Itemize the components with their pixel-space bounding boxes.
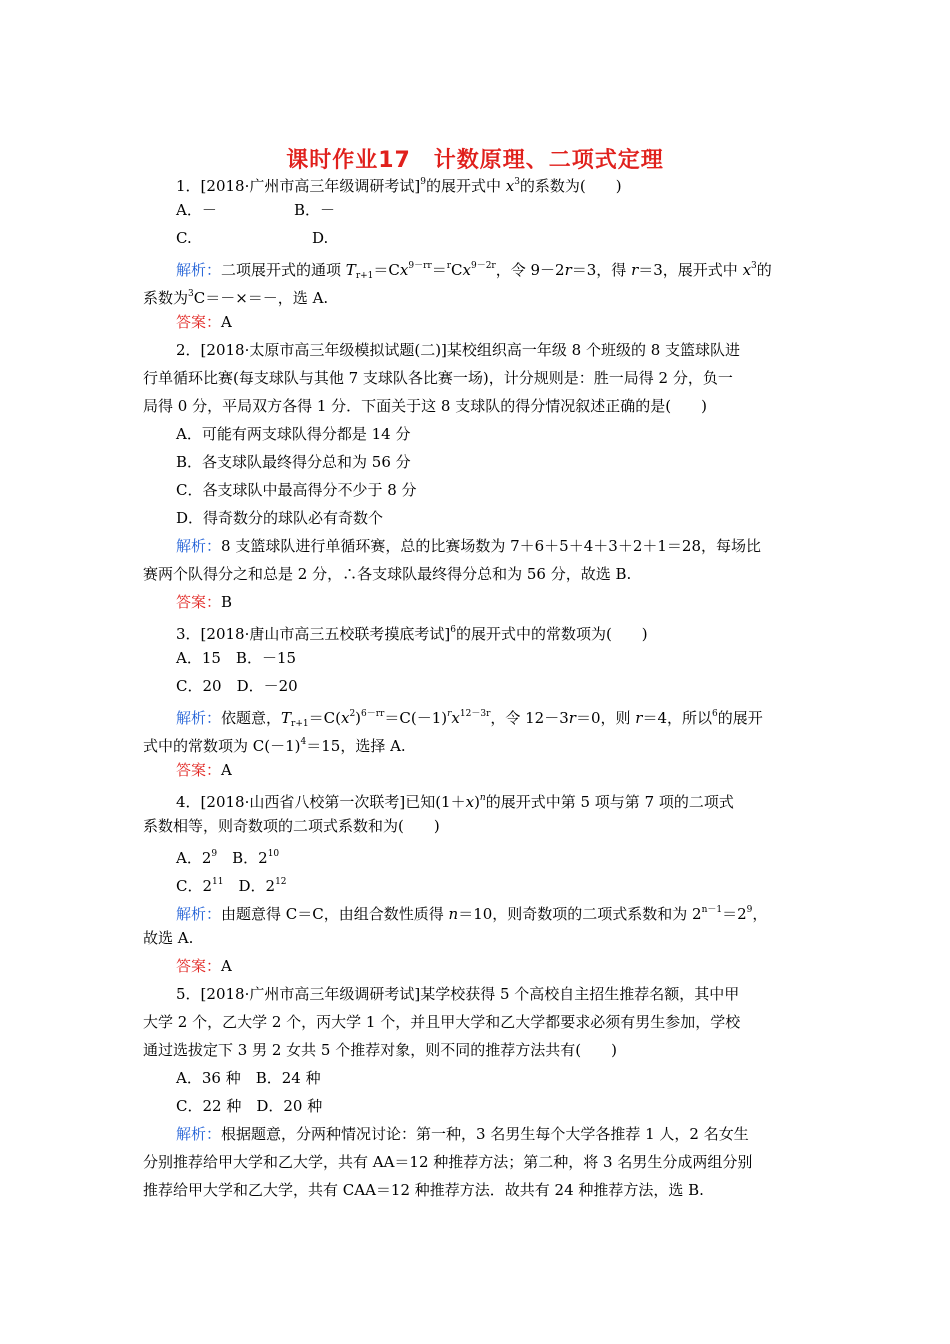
q5-options-ab: A．36 种 B．24 种	[176, 1069, 321, 1087]
q1-answer: 答案：A	[176, 313, 232, 331]
q3-options-cd: C．20 D．－20	[176, 677, 298, 695]
q1-option-d: D.	[312, 229, 329, 247]
page-title: 课时作业17 计数原理、二项式定理	[286, 148, 664, 173]
q1-solution-line1: 解析：二项展开式的通项 $T_{r+1}=Cx^{9-rr}=^rCx^{9-2r}$，令 9－2r＝3，得 r＝3，展开式中 $x^3$的	[176, 261, 772, 281]
q3-solution-line2: 式中的常数项为 $C(-1)^4=15$，选择 A.	[143, 737, 406, 755]
q3-answer-label: 答案：	[176, 761, 222, 779]
q4-answer-label: 答案：	[176, 957, 222, 975]
q5-stem-line2: 大学 2 个，乙大学 2 个，丙大学 1 个，并且甲大学和乙大学都要求必须有男生参加，学校	[143, 1013, 741, 1031]
q1-stem: 1．[2018·广州市高三年级调研考试]$^9$的展开式中 $x^3$的系数为( )	[176, 177, 622, 195]
q2-option-c: C．各支球队中最高得分不少于 8 分	[176, 481, 417, 499]
q4-options-cd: C．$2^{11}$ D．$2^{12}$	[176, 877, 287, 895]
q2-stem-line2: 行单循环比赛(每支球队与其他 7 支球队各比赛一场)，计分规则是：胜一局得 2 分，负一	[143, 369, 733, 387]
q1-option-a: A．－	[176, 201, 217, 219]
q2-answer: 答案：B	[176, 593, 233, 611]
q1-solution-line2: 系数为$^3$C＝－×＝－，选 A.	[143, 289, 329, 307]
q3-solution-line1: 解析：依题意，$T_{r+1}=C(x^2)^{6-rr}=C(-1)^rx^{12-3r}$，令 12－3r＝0，则 r＝4，所以$^6$的展开	[176, 709, 763, 729]
q1-options-cd	[176, 228, 856, 248]
q5-solution-line2: 分别推荐给甲大学和乙大学，共有 AA＝12 种推荐方法；第二种，将 3 名男生分成两组分别	[143, 1153, 753, 1171]
q4-options-ab: A．$2^9$ B．$2^{10}$	[176, 849, 280, 867]
q2-answer-label: 答案：	[176, 593, 222, 611]
q3-stem: 3．[2018·唐山市高三五校联考摸底考试]$^6$的展开式中的常数项为( )	[176, 625, 648, 643]
q5-stem-line1: 5．[2018·广州市高三年级调研考试]某学校获得 5 个高校自主招生推荐名额，其中甲	[176, 985, 740, 1003]
q1-option-c: C.	[176, 229, 192, 247]
q4-solution-line1: 解析：由题意得 C＝C，由组合数性质得 n＝10，则奇数项的二项式系数和为 $2^{n-1}=2^9$，	[176, 905, 768, 923]
q5-analysis-label: 解析：	[176, 1125, 222, 1143]
q3-answer: 答案：A	[176, 761, 232, 779]
q4-solution-line2: 故选 A.	[143, 929, 194, 947]
q3-options-ab: A．15 B．－15	[176, 649, 297, 667]
q2-solution-line2: 赛两个队得分之和总是 2 分，∴各支球队最终得分总和为 56 分，故选 B.	[143, 565, 632, 583]
q4-analysis-label: 解析：	[176, 905, 222, 923]
q2-stem-line3: 局得 0 分，平局双方各得 1 分．下面关于这 8 支球队的得分情况叙述正确的是( )	[143, 397, 707, 415]
q1-analysis-label: 解析：	[176, 261, 222, 279]
q5-options-cd: C．22 种 D．20 种	[176, 1097, 323, 1115]
q5-stem-line3: 通过选拔定下 3 男 2 女共 5 个推荐对象，则不同的推荐方法共有( )	[143, 1041, 617, 1059]
q1-options-ab	[176, 200, 856, 220]
q5-solution-line1: 解析：根据题意，分两种情况讨论：第一种，3 名男生每个大学各推荐 1 人，2 名女生	[176, 1125, 749, 1143]
q1-option-b: B．－	[294, 201, 336, 219]
q2-option-b: B．各支球队最终得分总和为 56 分	[176, 453, 411, 471]
q2-analysis-label: 解析：	[176, 537, 222, 555]
q1-answer-label: 答案：	[176, 313, 222, 331]
q4-stem-line2: 系数相等，则奇数项的二项式系数和为( )	[143, 817, 440, 835]
q2-solution-line1: 解析：8 支篮球队进行单循环赛，总的比赛场数为 7＋6＋5＋4＋3＋2＋1＝28，每场比	[176, 537, 761, 555]
q2-stem-line1: 2．[2018·太原市高三年级模拟试题(二)]某校组织高一年级 8 个班级的 8 支篮球队进	[176, 341, 741, 359]
q2-option-d: D．得奇数分的球队必有奇数个	[176, 509, 384, 527]
q3-analysis-label: 解析：	[176, 709, 222, 727]
q5-solution-line3: 推荐给甲大学和乙大学，共有 CAA＝12 种推荐方法．故共有 24 种推荐方法，选 B.	[143, 1181, 704, 1199]
q4-stem-line1: 4．[2018·山西省八校第一次联考]已知$(1+x)^n$的展开式中第 5 项与第 7 项的二项式	[176, 793, 734, 811]
q4-answer: 答案：A	[176, 957, 232, 975]
q2-option-a: A．可能有两支球队得分都是 14 分	[176, 425, 411, 443]
